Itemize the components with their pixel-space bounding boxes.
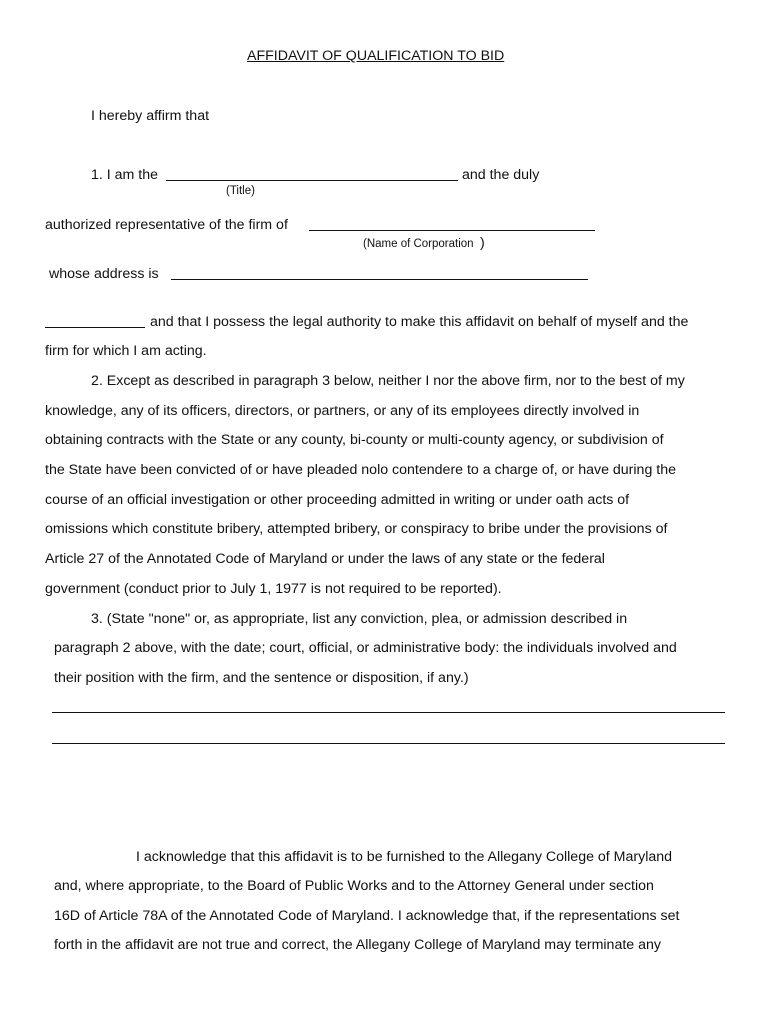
p2-line: course of an official investigation or other proceeding admitted in writing or under oath acts of (45, 492, 630, 508)
corporation-blank-line[interactable] (309, 230, 595, 231)
title-caption: (Title) (226, 185, 255, 197)
corporation-caption: (Name of Corporation (363, 238, 474, 250)
p2-line: obtaining contracts with the State or any county, bi-county or multi-county agency, or subdivision of (45, 432, 664, 448)
ack-line: 16D of Article 78A of the Annotated Code of Maryland. I acknowledge that, if the representations set (54, 908, 680, 924)
p3-line: paragraph 2 above, with the date; court, official, or administrative body: the individuals involved and (54, 640, 677, 656)
address-label: whose address is (49, 266, 159, 282)
intro-text: I hereby affirm that (91, 108, 210, 124)
title-blank-line[interactable] (166, 180, 458, 181)
p2-line: knowledge, any of its officers, directors, or partners, or any of its employees directly involved in (45, 403, 640, 419)
authority-text: and that I possess the legal authority to make this affidavit on behalf of myself and the (150, 314, 689, 330)
corporation-caption-paren: ) (480, 235, 485, 251)
address-blank-line[interactable] (171, 279, 588, 280)
p3-line: 3. (State "none" or, as appropriate, list any conviction, plea, or admission described in (91, 611, 628, 627)
document-title: AFFIDAVIT OF QUALIFICATION TO BID (247, 48, 505, 64)
p2-line: the State have been convicted of or have pleaded nolo contendere to a charge of, or have during the (45, 462, 677, 478)
p2-line: government (conduct prior to July 1, 1977 is not required to be reported). (45, 581, 502, 597)
authorized-text: authorized representative of the firm of (45, 217, 288, 233)
p2-line: Article 27 of the Annotated Code of Maryland or under the laws of any state or the federal (45, 551, 605, 567)
p2-line: 2. Except as described in paragraph 3 below, neither I nor the above firm, nor to the best of my (91, 373, 685, 389)
ack-line: and, where appropriate, to the Board of Public Works and to the Attorney General under section (54, 878, 654, 894)
address-continuation-line[interactable] (45, 327, 145, 328)
acting-text: firm for which I am acting. (45, 343, 207, 359)
ack-line: forth in the affidavit are not true and correct, the Allegany College of Maryland may terminate any (54, 937, 661, 953)
disclosure-blank-line[interactable] (52, 743, 725, 744)
p3-line: their position with the firm, and the sentence or disposition, if any.) (54, 670, 469, 686)
disclosure-blank-line[interactable] (52, 712, 725, 713)
p1-lead: 1. I am the (91, 167, 159, 183)
ack-line: I acknowledge that this affidavit is to be furnished to the Allegany College of Maryland (136, 849, 673, 865)
p2-line: omissions which constitute bribery, attempted bribery, or conspiracy to bribe under the provisions of (45, 521, 668, 537)
p1-after-title: and the duly (462, 167, 540, 183)
